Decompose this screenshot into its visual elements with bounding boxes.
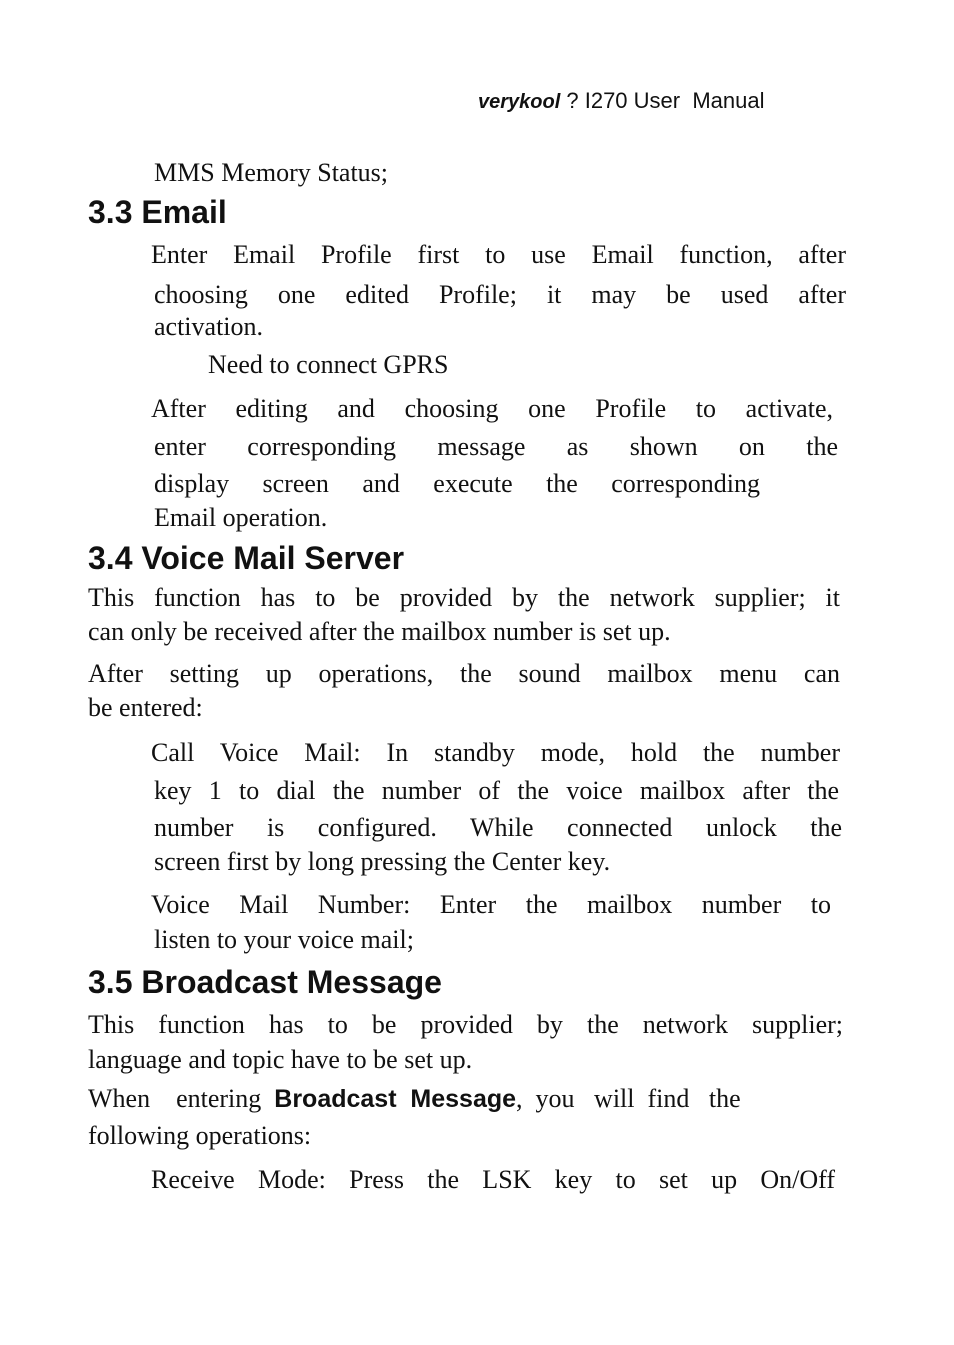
- section-3-5-title: 3.5 Broadcast Message: [88, 964, 442, 1000]
- voicemail-para-2-line-1: After setting up operations, the sound mailbox menu can: [88, 659, 840, 688]
- broadcast-when-entering: When entering: [88, 1084, 275, 1113]
- call-voicemail-line-3: number is configured. While connected unlock the: [154, 813, 842, 842]
- voicemail-para-2-line-2: be entered:: [88, 693, 203, 722]
- voicemail-para-1-line-2: can only be received after the mailbox number is set up.: [88, 617, 671, 646]
- email-para-2-last: Email operation.: [154, 503, 328, 532]
- voicemail-para-1-line-1: This function has to be provided by the network supplier; it: [88, 583, 840, 612]
- call-voicemail-line-1: Call Voice Mail: In standby mode, hold the number: [151, 738, 840, 767]
- call-voicemail-last: screen first by long pressing the Center key.: [154, 847, 611, 876]
- email-para-2-line-3: display screen and execute the corresponding: [154, 469, 760, 498]
- broadcast-para-1-line-1: This function has to be provided by the network supplier;: [88, 1010, 843, 1039]
- broadcast-you-will-find: , you will find the: [516, 1084, 741, 1113]
- broadcast-para-1-line-2: language and topic have to be set up.: [88, 1045, 473, 1074]
- header-title: ? I270 User Manual: [560, 88, 765, 113]
- email-para-1-line-2: choosing one edited Profile; it may be used after: [154, 280, 846, 309]
- email-note: Need to connect GPRS: [208, 350, 449, 379]
- email-para-2-line-1: After editing and choosing one Profile to activate,: [151, 394, 833, 423]
- voicemail-number-line-1: Voice Mail Number: Enter the mailbox number to: [151, 890, 831, 919]
- broadcast-para-2-line-2: following operations:: [88, 1121, 312, 1150]
- section-3-3-title: 3.3 Email: [88, 194, 227, 230]
- broadcast-para-2-line-1: [88, 1084, 741, 1114]
- voicemail-number-last: listen to your voice mail;: [154, 925, 414, 954]
- mms-memory-status-line: MMS Memory Status;: [154, 158, 389, 187]
- header-brand: verykool: [478, 91, 561, 113]
- email-para-1-line-1: Enter Email Profile first to use Email function, after: [151, 240, 846, 269]
- running-header: [478, 88, 765, 114]
- broadcast-message-bold-term: Broadcast Message: [274, 1085, 517, 1113]
- section-3-4-title: 3.4 Voice Mail Server: [88, 540, 405, 576]
- email-para-2-line-2: enter corresponding message as shown on the: [154, 432, 838, 461]
- receive-mode-line: Receive Mode: Press the LSK key to set up On/Off: [151, 1165, 835, 1194]
- call-voicemail-line-2: key 1 to dial the number of the voice mailbox after the: [154, 776, 839, 805]
- email-para-1-last: activation.: [154, 312, 264, 341]
